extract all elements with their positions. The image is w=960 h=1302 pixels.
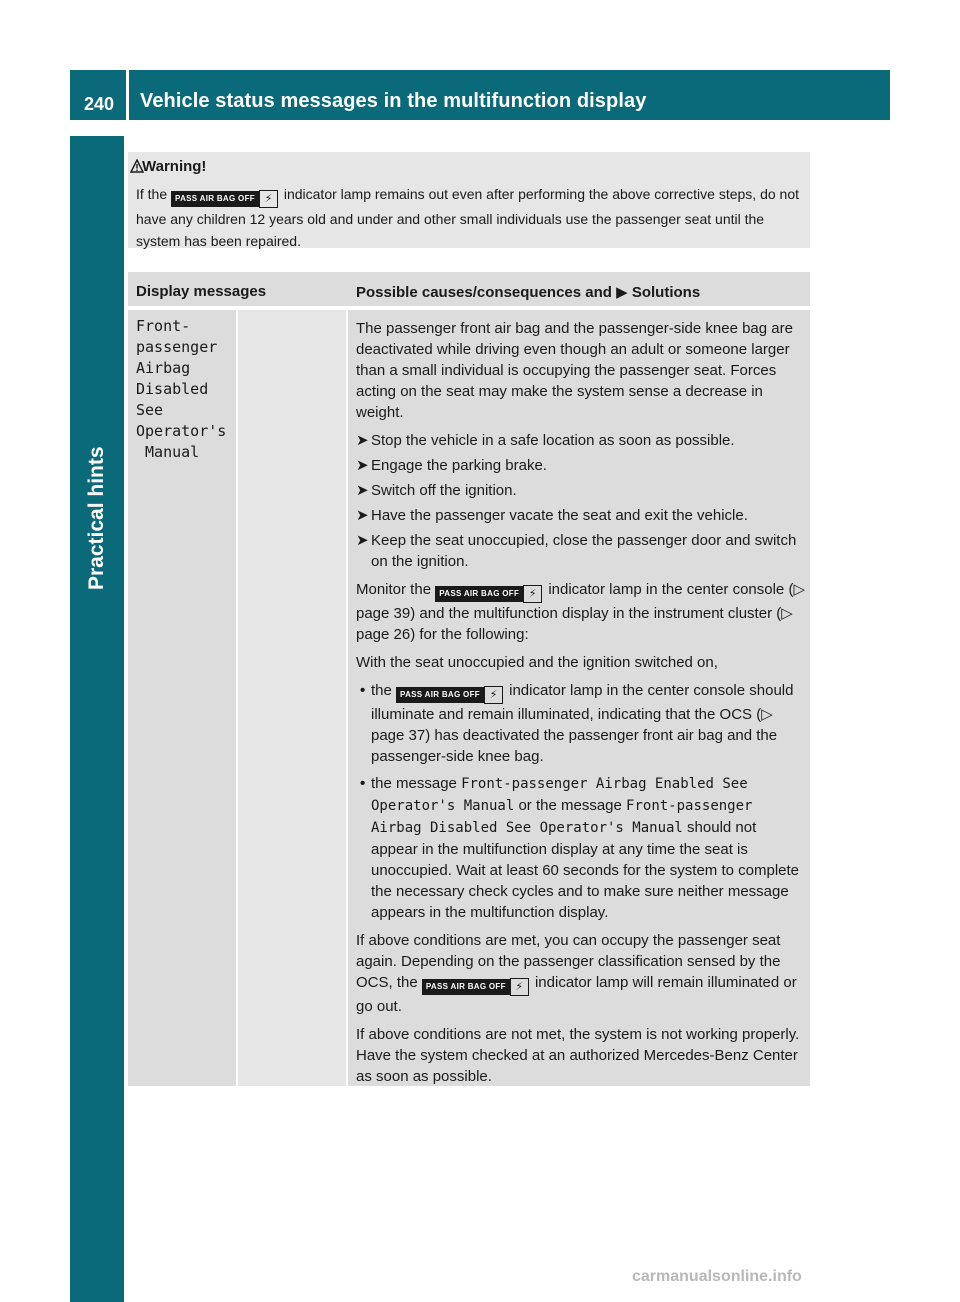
intro-paragraph: The passenger front air bag and the passenger-side knee bag are deactivated while driving even though an adult or someone larger than a small individual is occupying the passenger seat. Forces acting on the seat may make the system sense a decrease in weight. xyxy=(356,320,793,421)
header-divider xyxy=(126,70,129,120)
display-message-text: Front- passenger Airbag Disabled See Operator's Manual xyxy=(136,317,227,461)
step-arrow-icon: ➤ xyxy=(356,507,369,524)
bullet-item: • the message Front-passenger Airbag Enabled See Operator's Manual or the message Front-passenger Airbag Disabled See Operator's Manual should not appear in the multifunction display at any time the seat is unoccupied. Wait at least 60 seconds for the system to complete the necessary check cycles and to make sure neither message appears in the multifunction display. xyxy=(360,775,799,921)
display-messages-table xyxy=(128,272,810,1086)
bullet-icon: • xyxy=(360,775,366,792)
display-message-inline: Front-passenger Airbag Enabled See Operator's Manual xyxy=(371,776,748,814)
bullet-item: • the PASS AIR BAG OFF ⚡ indicator lamp in the center console should illuminate and remain illuminated, indicating that the OCS (▷ page 37) has deactivated the passenger front air bag and the passenger-side knee bag. xyxy=(360,682,794,765)
watermark: carmanualsonline.info xyxy=(632,1268,802,1285)
step-item: ➤ Keep the seat unoccupied, close the passenger door and switch on the ignition. xyxy=(356,532,797,570)
bullet-icon: • xyxy=(360,682,366,699)
solutions-body xyxy=(356,318,806,1094)
pass-air-bag-off-icon: PASS AIR BAG OFF xyxy=(422,979,510,995)
page-title: Vehicle status messages in the multifunction display xyxy=(140,90,647,112)
child-seat-icon: ⚡ xyxy=(510,978,529,996)
solutions-header-text: Solutions xyxy=(631,284,701,301)
monitor-paragraph: Monitor the PASS AIR BAG OFF ⚡ indicator lamp in the center console (▷ page 39) and the multifunction display in the instrument cluster (▷ page 26) for the following: xyxy=(356,581,805,643)
pass-air-bag-off-icon: PASS AIR BAG OFF xyxy=(435,586,523,602)
side-tab-label: Practical hints xyxy=(85,446,108,590)
pass-air-bag-off-icon: PASS AIR BAG OFF xyxy=(396,687,484,703)
conditions-not-met-paragraph: If above conditions are not met, the system is not working properly. Have the system checked at an authorized Mercedes-Benz Center as soon as possible. xyxy=(356,1026,800,1085)
step-arrow-icon: ➤ xyxy=(356,432,369,449)
step-item: ➤ Engage the parking brake. xyxy=(356,457,547,474)
child-seat-icon: ⚡ xyxy=(259,190,278,208)
page-number: 240 xyxy=(84,94,115,114)
warning-title: Warning! xyxy=(142,158,207,175)
causes-header-text: Possible causes/consequences and xyxy=(356,284,612,301)
child-seat-icon: ⚡ xyxy=(484,686,503,704)
step-arrow-icon: ➤ xyxy=(356,457,369,474)
pass-air-bag-off-icon: PASS AIR BAG OFF xyxy=(171,191,259,207)
arrow-right-icon: ▶ xyxy=(616,284,628,301)
child-seat-icon: ⚡ xyxy=(523,585,542,603)
with-seat-paragraph: With the seat unoccupied and the ignition switched on, xyxy=(356,654,718,671)
warning-text-before: If the xyxy=(136,186,168,202)
conditions-met-paragraph: If above conditions are met, you can occupy the passenger seat again. Depending on the passenger classification sensed by the OCS, the PASS AIR BAG OFF ⚡ indicator lamp will remain illuminated or go out. xyxy=(356,932,797,1015)
step-arrow-icon: ➤ xyxy=(356,532,369,549)
step-item: ➤ Have the passenger vacate the seat and exit the vehicle. xyxy=(356,507,748,524)
step-arrow-icon: ➤ xyxy=(356,482,369,499)
table-cell-spacer xyxy=(238,310,346,1086)
display-message-inline: Front-passenger Airbag Disabled See Operator's Manual xyxy=(371,798,753,836)
column-header-causes xyxy=(356,283,700,301)
step-item: ➤ Stop the vehicle in a safe location as soon as possible. xyxy=(356,432,735,449)
column-header-display-messages: Display messages xyxy=(136,283,267,300)
warning-text-after: indicator lamp remains out even after performing the above corrective steps, do not have any children 12 years old and under and other small individuals use the passenger seat until the system has been repaired. xyxy=(136,186,799,249)
warning-text xyxy=(136,183,804,252)
step-item: ➤ Switch off the ignition. xyxy=(356,482,517,499)
